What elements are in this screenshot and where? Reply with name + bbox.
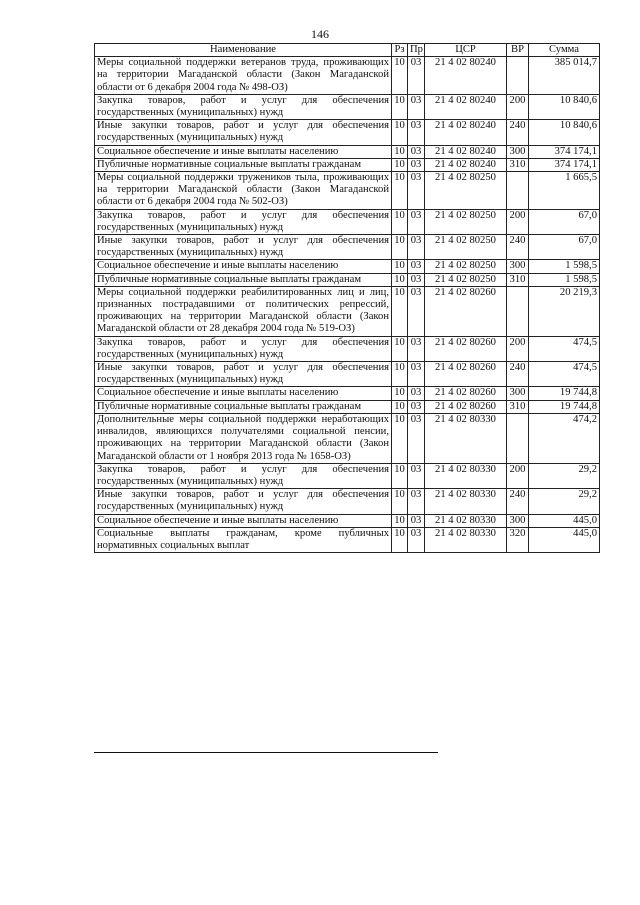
cell-sum: 29,2 bbox=[529, 489, 600, 514]
cell-rz: 10 bbox=[392, 235, 408, 260]
cell-name: Социальное обеспечение и иные выплаты населению bbox=[95, 514, 392, 527]
table-row bbox=[95, 235, 600, 260]
cell-rz: 10 bbox=[392, 362, 408, 387]
cell-csr: 21 4 02 80250 bbox=[425, 273, 507, 286]
footer-rule bbox=[94, 752, 438, 753]
table-header-row bbox=[95, 44, 600, 57]
cell-name: Закупка товаров, работ и услуг для обеспечения государственных (муниципальных) нужд bbox=[95, 94, 392, 119]
cell-rz: 10 bbox=[392, 489, 408, 514]
cell-sum: 474,5 bbox=[529, 362, 600, 387]
header-rz: Рз bbox=[392, 44, 408, 57]
cell-rz: 10 bbox=[392, 387, 408, 400]
cell-csr: 21 4 02 80260 bbox=[425, 336, 507, 361]
cell-sum: 19 744,8 bbox=[529, 400, 600, 413]
cell-csr: 21 4 02 80330 bbox=[425, 527, 507, 552]
cell-vr: 240 bbox=[507, 235, 529, 260]
cell-name: Публичные нормативные социальные выплаты гражданам bbox=[95, 273, 392, 286]
cell-pr: 03 bbox=[408, 463, 425, 488]
cell-name: Иные закупки товаров, работ и услуг для обеспечения государственных (муниципальных) нужд bbox=[95, 362, 392, 387]
table-row bbox=[95, 120, 600, 145]
cell-sum: 445,0 bbox=[529, 514, 600, 527]
table-row bbox=[95, 286, 600, 336]
table-row bbox=[95, 336, 600, 361]
cell-name: Социальное обеспечение и иные выплаты населению bbox=[95, 145, 392, 158]
cell-csr: 21 4 02 80240 bbox=[425, 57, 507, 95]
cell-rz: 10 bbox=[392, 336, 408, 361]
table-row bbox=[95, 400, 600, 413]
cell-rz: 10 bbox=[392, 527, 408, 552]
cell-name: Меры социальной поддержки тружеников тыла, проживающих на территории Магаданской области (Закон Магаданской области от 6 декабря 2004 года № 502-ОЗ) bbox=[95, 172, 392, 210]
cell-rz: 10 bbox=[392, 172, 408, 210]
cell-vr: 300 bbox=[507, 514, 529, 527]
cell-name: Публичные нормативные социальные выплаты гражданам bbox=[95, 158, 392, 171]
cell-vr bbox=[507, 413, 529, 463]
header-vr: ВР bbox=[507, 44, 529, 57]
cell-rz: 10 bbox=[392, 273, 408, 286]
cell-pr: 03 bbox=[408, 209, 425, 234]
cell-sum: 445,0 bbox=[529, 527, 600, 552]
cell-vr: 300 bbox=[507, 145, 529, 158]
cell-csr: 21 4 02 80240 bbox=[425, 145, 507, 158]
cell-vr: 200 bbox=[507, 336, 529, 361]
table-row bbox=[95, 463, 600, 488]
cell-sum: 374 174,1 bbox=[529, 158, 600, 171]
table-row bbox=[95, 158, 600, 171]
cell-vr: 200 bbox=[507, 94, 529, 119]
cell-rz: 10 bbox=[392, 463, 408, 488]
table-row bbox=[95, 362, 600, 387]
cell-vr: 200 bbox=[507, 463, 529, 488]
cell-sum: 1 598,5 bbox=[529, 260, 600, 273]
cell-rz: 10 bbox=[392, 94, 408, 119]
cell-sum: 1 598,5 bbox=[529, 273, 600, 286]
cell-vr: 310 bbox=[507, 400, 529, 413]
page-number: 146 bbox=[311, 27, 329, 41]
cell-pr: 03 bbox=[408, 527, 425, 552]
cell-rz: 10 bbox=[392, 286, 408, 336]
header-sum: Сумма bbox=[529, 44, 600, 57]
cell-sum: 474,5 bbox=[529, 336, 600, 361]
cell-csr: 21 4 02 80260 bbox=[425, 286, 507, 336]
cell-pr: 03 bbox=[408, 94, 425, 119]
table-row bbox=[95, 273, 600, 286]
cell-csr: 21 4 02 80250 bbox=[425, 209, 507, 234]
cell-vr: 300 bbox=[507, 387, 529, 400]
cell-pr: 03 bbox=[408, 158, 425, 171]
cell-rz: 10 bbox=[392, 400, 408, 413]
cell-csr: 21 4 02 80260 bbox=[425, 362, 507, 387]
table-row bbox=[95, 260, 600, 273]
table-row bbox=[95, 387, 600, 400]
cell-pr: 03 bbox=[408, 413, 425, 463]
cell-rz: 10 bbox=[392, 158, 408, 171]
cell-csr: 21 4 02 80240 bbox=[425, 94, 507, 119]
cell-pr: 03 bbox=[408, 362, 425, 387]
cell-rz: 10 bbox=[392, 145, 408, 158]
cell-name: Закупка товаров, работ и услуг для обеспечения государственных (муниципальных) нужд bbox=[95, 463, 392, 488]
cell-vr: 300 bbox=[507, 260, 529, 273]
cell-vr: 240 bbox=[507, 489, 529, 514]
table-row bbox=[95, 94, 600, 119]
cell-sum: 10 840,6 bbox=[529, 120, 600, 145]
cell-vr bbox=[507, 57, 529, 95]
cell-pr: 03 bbox=[408, 120, 425, 145]
cell-pr: 03 bbox=[408, 235, 425, 260]
cell-pr: 03 bbox=[408, 145, 425, 158]
cell-csr: 21 4 02 80260 bbox=[425, 387, 507, 400]
cell-vr: 200 bbox=[507, 209, 529, 234]
cell-vr bbox=[507, 172, 529, 210]
table-row bbox=[95, 413, 600, 463]
cell-name: Иные закупки товаров, работ и услуг для обеспечения государственных (муниципальных) нужд bbox=[95, 120, 392, 145]
cell-csr: 21 4 02 80330 bbox=[425, 463, 507, 488]
cell-pr: 03 bbox=[408, 387, 425, 400]
cell-rz: 10 bbox=[392, 209, 408, 234]
cell-sum: 474,2 bbox=[529, 413, 600, 463]
cell-name: Иные закупки товаров, работ и услуг для обеспечения государственных (муниципальных) нужд bbox=[95, 235, 392, 260]
cell-pr: 03 bbox=[408, 336, 425, 361]
cell-csr: 21 4 02 80240 bbox=[425, 158, 507, 171]
cell-sum: 67,0 bbox=[529, 209, 600, 234]
cell-csr: 21 4 02 80250 bbox=[425, 172, 507, 210]
cell-pr: 03 bbox=[408, 400, 425, 413]
table-row bbox=[95, 145, 600, 158]
cell-pr: 03 bbox=[408, 57, 425, 95]
cell-rz: 10 bbox=[392, 120, 408, 145]
table-row bbox=[95, 489, 600, 514]
cell-pr: 03 bbox=[408, 273, 425, 286]
cell-vr: 240 bbox=[507, 362, 529, 387]
budget-table bbox=[94, 43, 600, 553]
cell-name: Дополнительные меры социальной поддержки неработающих инвалидов, являющихся получателями социальной пенсии, проживающих на территории Магаданской области (Закон Магаданской области от 1 ноября 2013 года № 1658-ОЗ) bbox=[95, 413, 392, 463]
cell-pr: 03 bbox=[408, 286, 425, 336]
table-row bbox=[95, 514, 600, 527]
cell-rz: 10 bbox=[392, 514, 408, 527]
cell-name: Публичные нормативные социальные выплаты гражданам bbox=[95, 400, 392, 413]
cell-sum: 1 665,5 bbox=[529, 172, 600, 210]
header-csr: ЦСР bbox=[425, 44, 507, 57]
cell-pr: 03 bbox=[408, 172, 425, 210]
cell-csr: 21 4 02 80250 bbox=[425, 260, 507, 273]
cell-vr: 310 bbox=[507, 158, 529, 171]
cell-name: Иные закупки товаров, работ и услуг для обеспечения государственных (муниципальных) нужд bbox=[95, 489, 392, 514]
cell-pr: 03 bbox=[408, 260, 425, 273]
cell-csr: 21 4 02 80330 bbox=[425, 413, 507, 463]
cell-csr: 21 4 02 80250 bbox=[425, 235, 507, 260]
table-row bbox=[95, 209, 600, 234]
cell-sum: 385 014,7 bbox=[529, 57, 600, 95]
cell-sum: 20 219,3 bbox=[529, 286, 600, 336]
cell-vr bbox=[507, 286, 529, 336]
cell-csr: 21 4 02 80240 bbox=[425, 120, 507, 145]
cell-name: Социальное обеспечение и иные выплаты населению bbox=[95, 387, 392, 400]
cell-sum: 67,0 bbox=[529, 235, 600, 260]
cell-rz: 10 bbox=[392, 57, 408, 95]
cell-name: Меры социальной поддержки реабилитированных лиц и лиц, признанных пострадавшими от политических репрессий, проживающих на территории Магаданской области (Закон Магаданской области от 28 декабря 2004 года № 519-ОЗ) bbox=[95, 286, 392, 336]
cell-csr: 21 4 02 80330 bbox=[425, 514, 507, 527]
cell-pr: 03 bbox=[408, 489, 425, 514]
cell-sum: 29,2 bbox=[529, 463, 600, 488]
cell-pr: 03 bbox=[408, 514, 425, 527]
cell-vr: 240 bbox=[507, 120, 529, 145]
cell-sum: 19 744,8 bbox=[529, 387, 600, 400]
cell-vr: 310 bbox=[507, 273, 529, 286]
header-name: Наименование bbox=[95, 44, 392, 57]
cell-rz: 10 bbox=[392, 413, 408, 463]
cell-sum: 374 174,1 bbox=[529, 145, 600, 158]
table-row bbox=[95, 172, 600, 210]
table-row bbox=[95, 527, 600, 552]
table-body bbox=[95, 57, 600, 553]
cell-name: Социальное обеспечение и иные выплаты населению bbox=[95, 260, 392, 273]
cell-rz: 10 bbox=[392, 260, 408, 273]
cell-vr: 320 bbox=[507, 527, 529, 552]
cell-name: Меры социальной поддержки ветеранов труда, проживающих на территории Магаданской области (Закон Магаданской области от 6 декабря 2004 года № 498-ОЗ) bbox=[95, 57, 392, 95]
cell-csr: 21 4 02 80260 bbox=[425, 400, 507, 413]
cell-csr: 21 4 02 80330 bbox=[425, 489, 507, 514]
header-pr: Пр bbox=[408, 44, 425, 57]
table-row bbox=[95, 57, 600, 95]
cell-sum: 10 840,6 bbox=[529, 94, 600, 119]
cell-name: Закупка товаров, работ и услуг для обеспечения государственных (муниципальных) нужд bbox=[95, 336, 392, 361]
cell-name: Социальные выплаты гражданам, кроме публичных нормативных социальных выплат bbox=[95, 527, 392, 552]
cell-name: Закупка товаров, работ и услуг для обеспечения государственных (муниципальных) нужд bbox=[95, 209, 392, 234]
